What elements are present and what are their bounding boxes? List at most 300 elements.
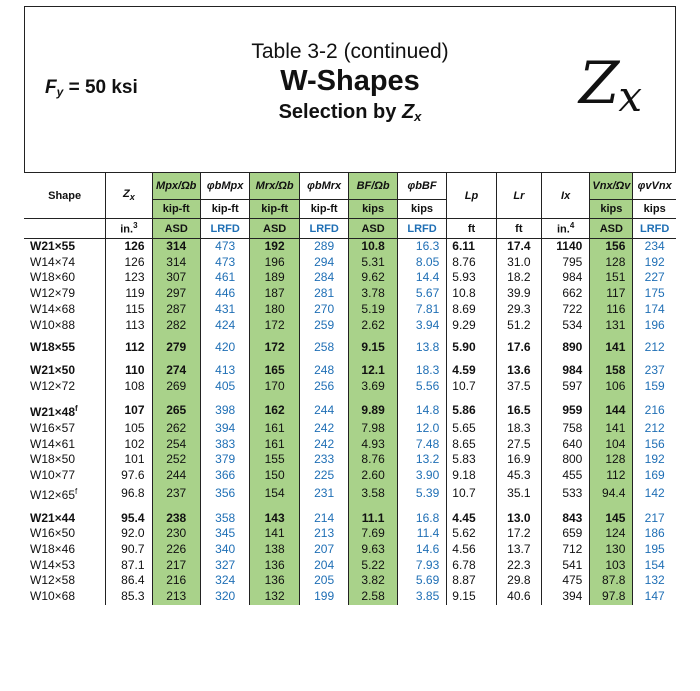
unit-shape xyxy=(24,219,106,239)
mrx-asd-cell: 136 xyxy=(250,573,299,589)
vnx-lrfd-cell: 174 xyxy=(633,302,676,318)
mrx-asd-cell: 161 xyxy=(250,437,299,453)
vnx-asd-cell: 158 xyxy=(590,363,633,379)
zx-cell: 87.1 xyxy=(106,558,152,574)
mpx-asd-cell: 297 xyxy=(152,286,200,302)
lr-cell: 16.5 xyxy=(496,401,541,421)
lp-cell: 9.15 xyxy=(447,589,496,605)
vnx-asd-cell: 128 xyxy=(590,255,633,271)
bf-lrfd-cell: 16.8 xyxy=(397,511,446,527)
bf-asd-cell: 5.22 xyxy=(349,558,397,574)
mpx-asd-cell: 230 xyxy=(152,526,200,542)
zx-cell: 119 xyxy=(106,286,152,302)
shape-cell: W14×53 xyxy=(30,557,76,572)
col-lp: Lp xyxy=(447,173,496,219)
ix-cell: 475 xyxy=(541,573,589,589)
vnx-lrfd-cell: 132 xyxy=(633,573,676,589)
vnx-lrfd-cell: 159 xyxy=(633,379,676,395)
ix-cell: 722 xyxy=(541,302,589,318)
lr-cell: 22.3 xyxy=(496,558,541,574)
shape-cell: $W21\times 48^f$ xyxy=(30,404,78,420)
mpx-lrfd-cell: 358 xyxy=(200,511,249,527)
zx-cell: 108 xyxy=(106,379,152,395)
method-asd: ASD xyxy=(349,219,397,239)
vnx-lrfd-cell: 212 xyxy=(633,340,676,356)
bf-asd-cell: 9.62 xyxy=(349,270,397,286)
mrx-asd-cell: 187 xyxy=(250,286,299,302)
bf-asd-cell: 4.93 xyxy=(349,437,397,453)
shape-cell: W18×55 xyxy=(30,340,76,355)
mpx-lrfd-cell: 473 xyxy=(200,239,249,255)
mrx-lrfd-cell: 231 xyxy=(299,484,348,504)
bf-lrfd-cell: 7.81 xyxy=(397,302,446,318)
group-spacer xyxy=(24,333,676,340)
lp-cell: 4.56 xyxy=(447,542,496,558)
unit-lp: ft xyxy=(447,219,496,239)
method-lrfd: LRFD xyxy=(299,219,348,239)
mpx-lrfd-cell: 405 xyxy=(200,379,249,395)
zx-cell: 97.6 xyxy=(106,468,152,484)
bf-lrfd-cell: 5.69 xyxy=(397,573,446,589)
zx-cell: 107 xyxy=(106,401,152,421)
zx-cell: 110 xyxy=(106,363,152,379)
lr-cell: 13.6 xyxy=(496,363,541,379)
bf-asd-cell: 9.63 xyxy=(349,542,397,558)
mpx-lrfd-cell: 340 xyxy=(200,542,249,558)
lr-cell: 17.2 xyxy=(496,526,541,542)
unit-mrx-asd: kip-ft xyxy=(250,200,299,219)
vnx-asd-cell: 151 xyxy=(590,270,633,286)
mrx-asd-cell: 143 xyxy=(250,511,299,527)
mpx-asd-cell: 314 xyxy=(152,239,200,255)
shape-cell: W16×50 xyxy=(30,526,76,541)
unit-zx: in.$^3$ xyxy=(106,219,152,239)
shape-cell: W14×68 xyxy=(30,301,76,316)
mpx-lrfd-cell: 431 xyxy=(200,302,249,318)
ix-cell: 541 xyxy=(541,558,589,574)
vnx-asd-cell: 117 xyxy=(590,286,633,302)
bf-asd-cell: 5.19 xyxy=(349,302,397,318)
vnx-asd-cell: 106 xyxy=(590,379,633,395)
shape-cell: W21×44 xyxy=(30,510,76,525)
group-spacer xyxy=(24,504,676,511)
yield-strength-label: $F_y = 50$ ksi xyxy=(45,77,138,99)
lr-cell: 17.6 xyxy=(496,340,541,356)
ix-cell: 1140 xyxy=(541,239,589,255)
zx-cell: 85.3 xyxy=(106,589,152,605)
shape-cell: W18×46 xyxy=(30,541,76,556)
mrx-lrfd-cell: 214 xyxy=(299,511,348,527)
shape-cell: W10×68 xyxy=(30,589,76,604)
unit-mpx-asd: kip-ft xyxy=(152,200,200,219)
bf-lrfd-cell: 18.3 xyxy=(397,363,446,379)
ix-cell: 533 xyxy=(541,484,589,504)
mrx-asd-cell: 154 xyxy=(250,484,299,504)
mpx-lrfd-cell: 413 xyxy=(200,363,249,379)
table-row xyxy=(24,484,676,504)
bf-asd-cell: 3.78 xyxy=(349,286,397,302)
table-row xyxy=(24,340,676,356)
bf-asd-cell: 3.69 xyxy=(349,379,397,395)
vnx-asd-cell: 87.8 xyxy=(590,573,633,589)
bf-lrfd-cell: 12.0 xyxy=(397,421,446,437)
unit-mrx-lrfd: kip-ft xyxy=(299,200,348,219)
lp-cell: 6.11 xyxy=(447,239,496,255)
vnx-asd-cell: 144 xyxy=(590,401,633,421)
col-bf-asd: BF/Ωb xyxy=(349,173,397,200)
mpx-asd-cell: 254 xyxy=(152,437,200,453)
shape-cell: W16×57 xyxy=(30,421,76,436)
shape-cell: W10×88 xyxy=(30,317,76,332)
lr-cell: 51.2 xyxy=(496,318,541,334)
mpx-asd-cell: 269 xyxy=(152,379,200,395)
zx-cell: 113 xyxy=(106,318,152,334)
mpx-asd-cell: 314 xyxy=(152,255,200,271)
zx-cell: 86.4 xyxy=(106,573,152,589)
table-subtitle: Selection by $Z_x$ xyxy=(278,101,422,124)
ix-cell: 800 xyxy=(541,452,589,468)
vnx-lrfd-cell: 156 xyxy=(633,437,676,453)
vnx-lrfd-cell: 186 xyxy=(633,526,676,542)
vnx-lrfd-cell: 234 xyxy=(633,239,676,255)
vnx-asd-cell: 104 xyxy=(590,437,633,453)
mrx-lrfd-cell: 259 xyxy=(299,318,348,334)
lp-cell: 5.65 xyxy=(447,421,496,437)
unit-vnx-lrfd: kips xyxy=(633,200,676,219)
mpx-asd-cell: 213 xyxy=(152,589,200,605)
mrx-lrfd-cell: 248 xyxy=(299,363,348,379)
mpx-lrfd-cell: 383 xyxy=(200,437,249,453)
mrx-asd-cell: 150 xyxy=(250,468,299,484)
vnx-lrfd-cell: 147 xyxy=(633,589,676,605)
method-lrfd: LRFD xyxy=(397,219,446,239)
mpx-lrfd-cell: 327 xyxy=(200,558,249,574)
table-row xyxy=(24,270,676,286)
unit-bf-lrfd: kips xyxy=(397,200,446,219)
ix-cell: 959 xyxy=(541,401,589,421)
bf-lrfd-cell: 14.6 xyxy=(397,542,446,558)
vnx-lrfd-cell: 227 xyxy=(633,270,676,286)
bf-lrfd-cell: 3.85 xyxy=(397,589,446,605)
mrx-asd-cell: 189 xyxy=(250,270,299,286)
col-lr: Lr xyxy=(496,173,541,219)
lr-cell: 31.0 xyxy=(496,255,541,271)
col-vnx-lrfd: φvVnx xyxy=(633,173,676,200)
bf-lrfd-cell: 13.8 xyxy=(397,340,446,356)
mrx-lrfd-cell: 294 xyxy=(299,255,348,271)
page-cut xyxy=(24,686,676,691)
mrx-asd-cell: 192 xyxy=(250,239,299,255)
mpx-asd-cell: 237 xyxy=(152,484,200,504)
lp-cell: 10.7 xyxy=(447,379,496,395)
vnx-asd-cell: 94.4 xyxy=(590,484,633,504)
lp-cell: 4.45 xyxy=(447,511,496,527)
mrx-asd-cell: 170 xyxy=(250,379,299,395)
lr-cell: 17.4 xyxy=(496,239,541,255)
table-row xyxy=(24,589,676,605)
mrx-asd-cell: 161 xyxy=(250,421,299,437)
zx-cell: 96.8 xyxy=(106,484,152,504)
mrx-asd-cell: 172 xyxy=(250,318,299,334)
corner-symbol: $Z_x$ xyxy=(579,49,641,121)
table-row xyxy=(24,573,676,589)
lp-cell: 8.69 xyxy=(447,302,496,318)
vnx-asd-cell: 124 xyxy=(590,526,633,542)
lr-cell: 18.2 xyxy=(496,270,541,286)
ix-cell: 534 xyxy=(541,318,589,334)
vnx-asd-cell: 156 xyxy=(590,239,633,255)
zx-cell: 112 xyxy=(106,340,152,356)
zx-cell: 90.7 xyxy=(106,542,152,558)
zx-cell: 102 xyxy=(106,437,152,453)
bf-asd-cell: 7.69 xyxy=(349,526,397,542)
mrx-lrfd-cell: 284 xyxy=(299,270,348,286)
table-row xyxy=(24,421,676,437)
mpx-lrfd-cell: 345 xyxy=(200,526,249,542)
mrx-lrfd-cell: 270 xyxy=(299,302,348,318)
shape-cell: W12×72 xyxy=(30,378,76,393)
vnx-lrfd-cell: 195 xyxy=(633,542,676,558)
ix-cell: 890 xyxy=(541,340,589,356)
zx-cell: 92.0 xyxy=(106,526,152,542)
lr-cell: 18.3 xyxy=(496,421,541,437)
lr-cell: 13.0 xyxy=(496,511,541,527)
vnx-asd-cell: 141 xyxy=(590,340,633,356)
mrx-asd-cell: 138 xyxy=(250,542,299,558)
table-header-box xyxy=(24,6,676,172)
bf-lrfd-cell: 3.90 xyxy=(397,468,446,484)
table-title: W-Shapes xyxy=(280,65,420,97)
method-asd: ASD xyxy=(590,219,633,239)
mpx-asd-cell: 252 xyxy=(152,452,200,468)
mrx-asd-cell: 136 xyxy=(250,558,299,574)
bf-lrfd-cell: 14.4 xyxy=(397,270,446,286)
table-body xyxy=(24,239,676,605)
lp-cell: 9.29 xyxy=(447,318,496,334)
bf-asd-cell: 8.76 xyxy=(349,452,397,468)
mpx-lrfd-cell: 424 xyxy=(200,318,249,334)
mpx-lrfd-cell: 461 xyxy=(200,270,249,286)
shape-cell: $W12\times 65^f$ xyxy=(30,486,78,502)
bf-asd-cell: 7.98 xyxy=(349,421,397,437)
lr-cell: 29.8 xyxy=(496,573,541,589)
mpx-asd-cell: 265 xyxy=(152,401,200,421)
vnx-lrfd-cell: 175 xyxy=(633,286,676,302)
vnx-asd-cell: 116 xyxy=(590,302,633,318)
col-vnx-asd: Vnx/Ωv xyxy=(590,173,633,200)
table-row xyxy=(24,239,676,255)
bf-asd-cell: 9.89 xyxy=(349,401,397,421)
shape-cell: W18×50 xyxy=(30,452,76,467)
lr-cell: 27.5 xyxy=(496,437,541,453)
mrx-lrfd-cell: 242 xyxy=(299,421,348,437)
unit-mpx-lrfd: kip-ft xyxy=(200,200,249,219)
lp-cell: 10.8 xyxy=(447,286,496,302)
zx-cell: 101 xyxy=(106,452,152,468)
lp-cell: 5.86 xyxy=(447,401,496,421)
shape-cell: W12×79 xyxy=(30,286,76,301)
table-row xyxy=(24,318,676,334)
selection-table xyxy=(24,172,676,605)
vnx-asd-cell: 128 xyxy=(590,452,633,468)
mrx-lrfd-cell: 205 xyxy=(299,573,348,589)
lp-cell: 5.90 xyxy=(447,340,496,356)
bf-asd-cell: 5.31 xyxy=(349,255,397,271)
vnx-lrfd-cell: 154 xyxy=(633,558,676,574)
shape-cell: W10×77 xyxy=(30,468,76,483)
table-title-block xyxy=(25,39,675,132)
bf-lrfd-cell: 16.3 xyxy=(397,239,446,255)
bf-lrfd-cell: 13.2 xyxy=(397,452,446,468)
table-row xyxy=(24,401,676,421)
mpx-lrfd-cell: 420 xyxy=(200,340,249,356)
bf-asd-cell: 12.1 xyxy=(349,363,397,379)
mpx-lrfd-cell: 356 xyxy=(200,484,249,504)
col-mrx-asd: Mrx/Ωb xyxy=(250,173,299,200)
mpx-asd-cell: 274 xyxy=(152,363,200,379)
table-row xyxy=(24,542,676,558)
lr-cell: 37.5 xyxy=(496,379,541,395)
bf-asd-cell: 3.82 xyxy=(349,573,397,589)
shape-cell: W14×74 xyxy=(30,254,76,269)
lp-cell: 5.62 xyxy=(447,526,496,542)
mpx-asd-cell: 279 xyxy=(152,340,200,356)
method-lrfd: LRFD xyxy=(200,219,249,239)
table-number: Table 3-2 (continued) xyxy=(251,40,449,63)
mpx-lrfd-cell: 473 xyxy=(200,255,249,271)
bf-lrfd-cell: 3.94 xyxy=(397,318,446,334)
mpx-asd-cell: 307 xyxy=(152,270,200,286)
table-row xyxy=(24,255,676,271)
mrx-asd-cell: 141 xyxy=(250,526,299,542)
bf-lrfd-cell: 7.48 xyxy=(397,437,446,453)
shape-cell: W14×61 xyxy=(30,436,76,451)
group-spacer xyxy=(24,394,676,401)
mrx-asd-cell: 172 xyxy=(250,340,299,356)
ix-cell: 455 xyxy=(541,468,589,484)
lr-cell: 35.1 xyxy=(496,484,541,504)
lp-cell: 9.18 xyxy=(447,468,496,484)
lr-cell: 29.3 xyxy=(496,302,541,318)
vnx-lrfd-cell: 216 xyxy=(633,401,676,421)
bf-asd-cell: 3.58 xyxy=(349,484,397,504)
lr-cell: 13.7 xyxy=(496,542,541,558)
vnx-lrfd-cell: 217 xyxy=(633,511,676,527)
ix-cell: 597 xyxy=(541,379,589,395)
bf-lrfd-cell: 5.39 xyxy=(397,484,446,504)
bf-lrfd-cell: 11.4 xyxy=(397,526,446,542)
lp-cell: 8.65 xyxy=(447,437,496,453)
vnx-asd-cell: 103 xyxy=(590,558,633,574)
bf-asd-cell: 2.58 xyxy=(349,589,397,605)
bf-lrfd-cell: 8.05 xyxy=(397,255,446,271)
mpx-asd-cell: 226 xyxy=(152,542,200,558)
mrx-lrfd-cell: 199 xyxy=(299,589,348,605)
unit-ix: in.$^4$ xyxy=(541,219,589,239)
vnx-asd-cell: 141 xyxy=(590,421,633,437)
table-row xyxy=(24,363,676,379)
mrx-lrfd-cell: 213 xyxy=(299,526,348,542)
mpx-asd-cell: 287 xyxy=(152,302,200,318)
lp-cell: 5.83 xyxy=(447,452,496,468)
ix-cell: 662 xyxy=(541,286,589,302)
col-mrx-lrfd: φbMrx xyxy=(299,173,348,200)
mpx-lrfd-cell: 398 xyxy=(200,401,249,421)
vnx-lrfd-cell: 212 xyxy=(633,421,676,437)
mpx-lrfd-cell: 324 xyxy=(200,573,249,589)
zx-cell: 123 xyxy=(106,270,152,286)
bf-lrfd-cell: 14.8 xyxy=(397,401,446,421)
table-row xyxy=(24,526,676,542)
mrx-lrfd-cell: 281 xyxy=(299,286,348,302)
method-asd: ASD xyxy=(250,219,299,239)
lr-cell: 45.3 xyxy=(496,468,541,484)
ix-cell: 394 xyxy=(541,589,589,605)
col-ix: Ix xyxy=(541,173,589,219)
mrx-asd-cell: 132 xyxy=(250,589,299,605)
bf-lrfd-cell: 5.56 xyxy=(397,379,446,395)
mpx-asd-cell: 216 xyxy=(152,573,200,589)
vnx-lrfd-cell: 237 xyxy=(633,363,676,379)
col-zx: $Z_x$ xyxy=(106,173,152,219)
mrx-lrfd-cell: 258 xyxy=(299,340,348,356)
table-row xyxy=(24,286,676,302)
mpx-lrfd-cell: 394 xyxy=(200,421,249,437)
unit-bf-asd: kips xyxy=(349,200,397,219)
vnx-asd-cell: 131 xyxy=(590,318,633,334)
vnx-lrfd-cell: 192 xyxy=(633,255,676,271)
mrx-asd-cell: 180 xyxy=(250,302,299,318)
vnx-asd-cell: 97.8 xyxy=(590,589,633,605)
zx-cell: 115 xyxy=(106,302,152,318)
shape-cell: W12×58 xyxy=(30,573,76,588)
vnx-lrfd-cell: 142 xyxy=(633,484,676,504)
lr-cell: 39.9 xyxy=(496,286,541,302)
col-bf-lrfd: φbBF xyxy=(397,173,446,200)
unit-vnx-asd: kips xyxy=(590,200,633,219)
table-row xyxy=(24,302,676,318)
bf-asd-cell: 10.8 xyxy=(349,239,397,255)
lr-cell: 40.6 xyxy=(496,589,541,605)
lr-cell: 16.9 xyxy=(496,452,541,468)
mpx-asd-cell: 262 xyxy=(152,421,200,437)
lp-cell: 5.93 xyxy=(447,270,496,286)
vnx-asd-cell: 145 xyxy=(590,511,633,527)
mrx-asd-cell: 165 xyxy=(250,363,299,379)
ix-cell: 984 xyxy=(541,270,589,286)
vnx-asd-cell: 112 xyxy=(590,468,633,484)
vnx-lrfd-cell: 192 xyxy=(633,452,676,468)
col-mpx-asd: Mpx/Ωb xyxy=(152,173,200,200)
vnx-lrfd-cell: 169 xyxy=(633,468,676,484)
mrx-lrfd-cell: 242 xyxy=(299,437,348,453)
ix-cell: 640 xyxy=(541,437,589,453)
vnx-asd-cell: 130 xyxy=(590,542,633,558)
mrx-asd-cell: 196 xyxy=(250,255,299,271)
zx-cell: 105 xyxy=(106,421,152,437)
table-row xyxy=(24,437,676,453)
mrx-lrfd-cell: 204 xyxy=(299,558,348,574)
mrx-asd-cell: 155 xyxy=(250,452,299,468)
bf-asd-cell: 11.1 xyxy=(349,511,397,527)
table-row xyxy=(24,558,676,574)
mrx-asd-cell: 162 xyxy=(250,401,299,421)
lp-cell: 10.7 xyxy=(447,484,496,504)
zx-cell: 126 xyxy=(106,255,152,271)
bf-asd-cell: 9.15 xyxy=(349,340,397,356)
bf-lrfd-cell: 5.67 xyxy=(397,286,446,302)
bf-asd-cell: 2.60 xyxy=(349,468,397,484)
